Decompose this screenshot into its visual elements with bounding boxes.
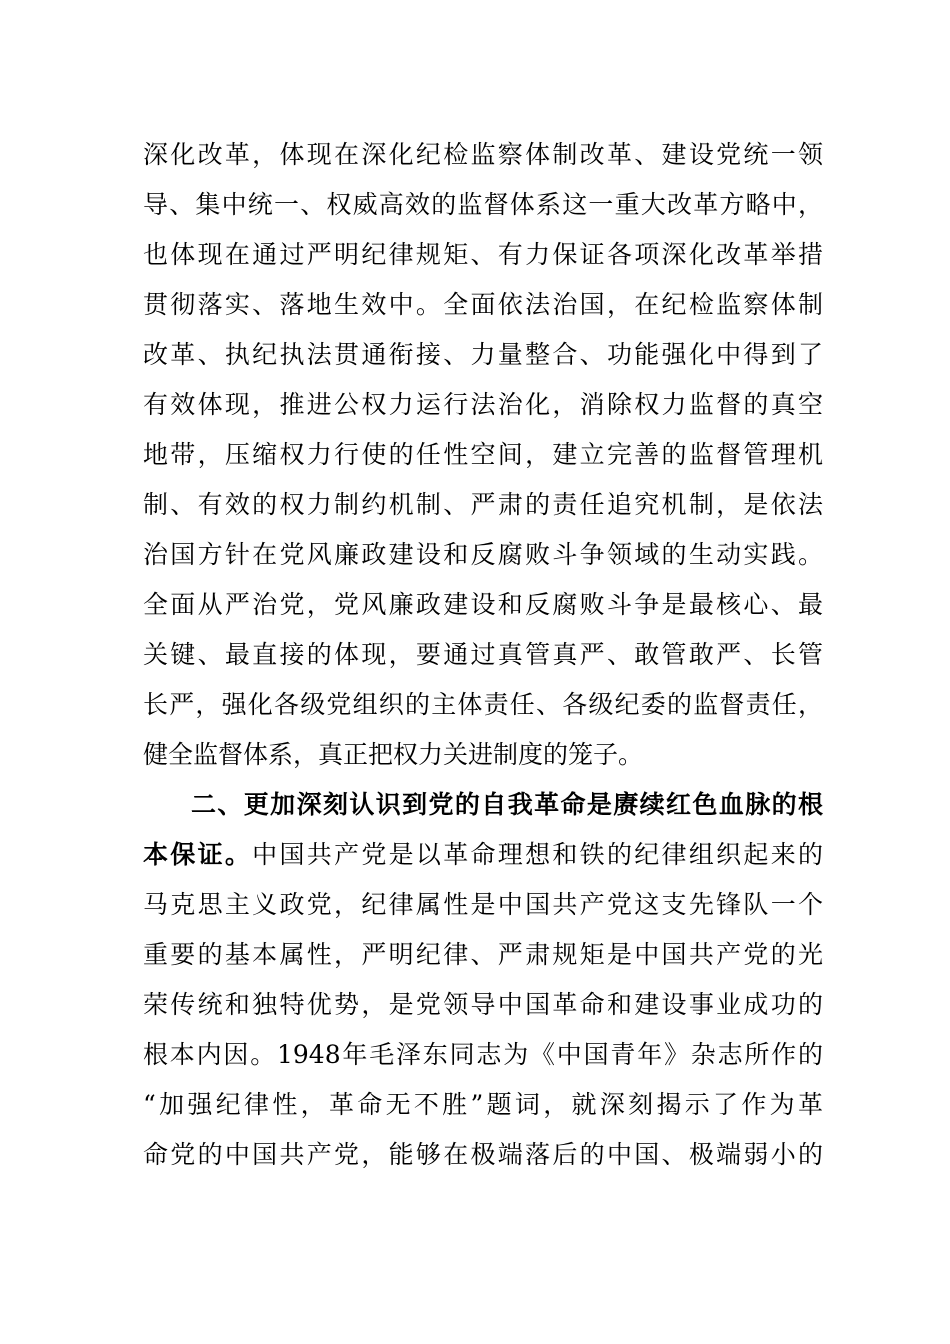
paragraph-line: 根本内因。1948年毛泽东同志为《中国青年》杂志所作的 xyxy=(143,1040,823,1069)
document-body xyxy=(143,130,823,1180)
paragraph-line: 长严，强化各级党组织的主体责任、各级纪委的监督责任， xyxy=(143,690,823,719)
paragraph-line: 贯彻落实、落地生效中。全面依法治国，在纪检监察体制 xyxy=(143,290,823,319)
section-heading-end: 本保证。 xyxy=(143,840,253,869)
paragraph-line: 健全监督体系，真正把权力关进制度的笼子。 xyxy=(143,740,644,769)
paragraph-line: 也体现在通过严明纪律规矩、有力保证各项深化改革举措 xyxy=(143,240,823,269)
paragraph-line: 导、集中统一、权威高效的监督体系这一重大改革方略中， xyxy=(143,190,823,219)
paragraph-line: 荣传统和独特优势，是党领导中国革命和建设事业成功的 xyxy=(143,990,823,1019)
paragraph-line: 马克思主义政党，纪律属性是中国共产党这支先锋队一个 xyxy=(143,890,823,919)
paragraph-line: 重要的基本属性，严明纪律、严肃规矩是中国共产党的光 xyxy=(143,940,823,969)
paragraph-line: 关键、最直接的体现，要通过真管真严、敢管敢严、长管 xyxy=(143,640,823,669)
paragraph-line: “加强纪律性，革命无不胜”题词，就深刻揭示了作为革 xyxy=(143,1090,823,1119)
paragraph-line: 治国方针在党风廉政建设和反腐败斗争领域的生动实践。 xyxy=(143,540,823,569)
paragraph-line: 改革、执纪执法贯通衔接、力量整合、功能强化中得到了 xyxy=(143,340,823,369)
paragraph-line: 深化改革，体现在深化纪检监察体制改革、建设党统一领 xyxy=(143,140,823,169)
section-heading-continuation xyxy=(143,830,823,880)
paragraph-line: 制、有效的权力制约机制、严肃的责任追究机制，是依法 xyxy=(143,490,823,519)
paragraph-line: 地带，压缩权力行使的任性空间，建立完善的监督管理机 xyxy=(143,440,823,469)
paragraph-line: 命党的中国共产党，能够在极端落后的中国、极端弱小的 xyxy=(143,1140,823,1169)
section-heading: 二、更加深刻认识到党的自我革命是赓续红色血脉的根 xyxy=(191,790,823,819)
paragraph-text: 中国共产党是以革命理想和铁的纪律组织起来的 xyxy=(252,840,823,869)
paragraph-line: 全面从严治党，党风廉政建设和反腐败斗争是最核心、最 xyxy=(143,590,823,619)
paragraph-line: 有效体现，推进公权力运行法治化，消除权力监督的真空 xyxy=(143,390,823,419)
